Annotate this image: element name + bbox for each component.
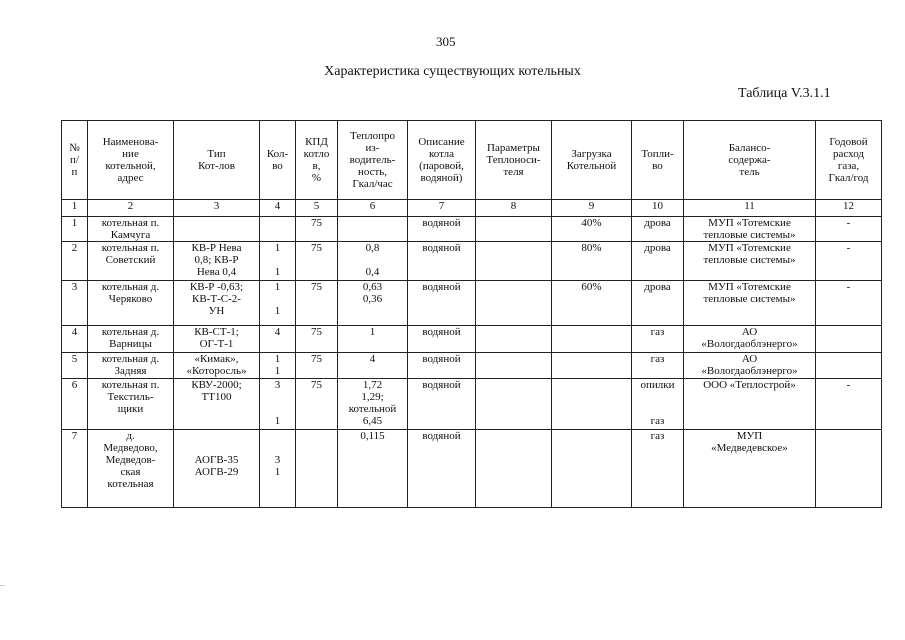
col-header-count: Кол- во: [260, 121, 296, 200]
cell-load: [552, 379, 632, 430]
cell-load: 60%: [552, 281, 632, 326]
cell-power: 1,72 1,29; котельной 6,45: [338, 379, 408, 430]
cell-power: 0,8 0,4: [338, 242, 408, 281]
table-row: [62, 242, 882, 281]
cell-desc: водяной: [408, 326, 476, 353]
column-number: 10: [632, 200, 684, 217]
cell-name: котельная д. Задняя: [88, 353, 174, 379]
cell-fuel: газ: [632, 430, 684, 508]
margin-mark: –: [0, 580, 5, 590]
cell-count: 1 1: [260, 353, 296, 379]
col-header-kpd: КПД котло в, %: [296, 121, 338, 200]
cell-load: 80%: [552, 242, 632, 281]
cell-gas: [816, 430, 882, 508]
cell-load: [552, 430, 632, 508]
cell-power: 0,115: [338, 430, 408, 508]
cell-owner: ООО «Теплострой»: [684, 379, 816, 430]
cell-load: [552, 326, 632, 353]
cell-params: [476, 379, 552, 430]
cell-power: [338, 217, 408, 242]
cell-desc: водяной: [408, 217, 476, 242]
cell-num: 2: [62, 242, 88, 281]
cell-name: котельная п. Текстиль- щики: [88, 379, 174, 430]
column-number: 12: [816, 200, 882, 217]
col-header-gas: Годовой расход газа, Гкал/год: [816, 121, 882, 200]
cell-fuel: дрова: [632, 281, 684, 326]
col-header-params: Параметры Теплоноси- теля: [476, 121, 552, 200]
cell-fuel: дрова: [632, 242, 684, 281]
cell-owner: МУП «Тотемские тепловые системы»: [684, 242, 816, 281]
cell-load: [552, 353, 632, 379]
cell-params: [476, 242, 552, 281]
cell-owner: АО «Вологдаоблэнерго»: [684, 353, 816, 379]
table-row: [62, 217, 882, 242]
cell-kpd: 75: [296, 242, 338, 281]
document-title: Характеристика существующих котельных: [324, 64, 581, 79]
cell-params: [476, 281, 552, 326]
table-row: [62, 281, 882, 326]
cell-type: «Кимак», «Которосль»: [174, 353, 260, 379]
col-header-type: Тип Кот-лов: [174, 121, 260, 200]
column-number: 5: [296, 200, 338, 217]
cell-desc: водяной: [408, 353, 476, 379]
column-number: 1: [62, 200, 88, 217]
page-number: 305: [436, 34, 456, 49]
column-number: 6: [338, 200, 408, 217]
cell-num: 5: [62, 353, 88, 379]
cell-fuel: опилки газ: [632, 379, 684, 430]
cell-fuel: газ: [632, 353, 684, 379]
table-header-row: [62, 121, 882, 200]
cell-fuel: газ: [632, 326, 684, 353]
cell-name: котельная п. Камчуга: [88, 217, 174, 242]
table-row: [62, 379, 882, 430]
cell-type: КВ-СТ-1; ОГ-Т-1: [174, 326, 260, 353]
cell-params: [476, 326, 552, 353]
cell-name: д. Медведово, Медведов- ская котельная: [88, 430, 174, 508]
cell-gas: [816, 353, 882, 379]
table-label: Таблица V.3.1.1: [738, 86, 831, 101]
col-header-load: Загрузка Котельной: [552, 121, 632, 200]
cell-type: КВУ-2000; ТТ100: [174, 379, 260, 430]
col-header-desc: Описание котла (паровой, водяной): [408, 121, 476, 200]
table-row: [62, 430, 882, 508]
table-row: [62, 326, 882, 353]
col-header-owner: Балансо- содержа- тель: [684, 121, 816, 200]
cell-num: 7: [62, 430, 88, 508]
cell-name: котельная д. Варницы: [88, 326, 174, 353]
cell-count: 1 1: [260, 281, 296, 326]
cell-owner: МУП «Медведевское»: [684, 430, 816, 508]
cell-num: 6: [62, 379, 88, 430]
cell-gas: -: [816, 242, 882, 281]
cell-count: 4: [260, 326, 296, 353]
cell-num: 1: [62, 217, 88, 242]
cell-gas: -: [816, 379, 882, 430]
cell-name: котельная д. Черяково: [88, 281, 174, 326]
column-number: 7: [408, 200, 476, 217]
col-header-name: Наименова- ние котельной, адрес: [88, 121, 174, 200]
cell-desc: водяной: [408, 379, 476, 430]
cell-power: 4: [338, 353, 408, 379]
cell-owner: МУП «Тотемские тепловые системы»: [684, 281, 816, 326]
cell-count: 3 1: [260, 379, 296, 430]
cell-gas: -: [816, 281, 882, 326]
boilers-table: [61, 120, 882, 508]
column-number: 4: [260, 200, 296, 217]
cell-gas: -: [816, 217, 882, 242]
cell-type: АОГВ-35 АОГВ-29: [174, 430, 260, 508]
cell-num: 3: [62, 281, 88, 326]
cell-count: 3 1: [260, 430, 296, 508]
column-number: 9: [552, 200, 632, 217]
cell-desc: водяной: [408, 281, 476, 326]
col-header-fuel: Топли- во: [632, 121, 684, 200]
column-number: 11: [684, 200, 816, 217]
cell-params: [476, 217, 552, 242]
cell-kpd: 75: [296, 326, 338, 353]
column-number: 8: [476, 200, 552, 217]
cell-kpd: [296, 430, 338, 508]
table-row: [62, 353, 882, 379]
cell-type: [174, 217, 260, 242]
column-numbers-row: [62, 200, 882, 217]
column-number: 3: [174, 200, 260, 217]
cell-desc: водяной: [408, 242, 476, 281]
col-header-num: № п/ п: [62, 121, 88, 200]
cell-num: 4: [62, 326, 88, 353]
cell-kpd: 75: [296, 379, 338, 430]
cell-type: КВ-Р Нева 0,8; КВ-Р Нева 0,4: [174, 242, 260, 281]
cell-power: 0,63 0,36: [338, 281, 408, 326]
cell-load: 40%: [552, 217, 632, 242]
cell-params: [476, 430, 552, 508]
cell-kpd: 75: [296, 353, 338, 379]
cell-params: [476, 353, 552, 379]
col-header-power: Теплопро из- водитель- ность, Гкал/час: [338, 121, 408, 200]
cell-gas: [816, 326, 882, 353]
cell-count: 1 1: [260, 242, 296, 281]
cell-desc: водяной: [408, 430, 476, 508]
cell-type: КВ-Р -0,63; КВ-Т-С-2- УН: [174, 281, 260, 326]
column-number: 2: [88, 200, 174, 217]
cell-count: [260, 217, 296, 242]
cell-kpd: 75: [296, 217, 338, 242]
cell-kpd: 75: [296, 281, 338, 326]
cell-fuel: дрова: [632, 217, 684, 242]
cell-name: котельная п. Советский: [88, 242, 174, 281]
cell-owner: АО «Вологдаоблэнерго»: [684, 326, 816, 353]
cell-power: 1: [338, 326, 408, 353]
cell-owner: МУП «Тотемские тепловые системы»: [684, 217, 816, 242]
